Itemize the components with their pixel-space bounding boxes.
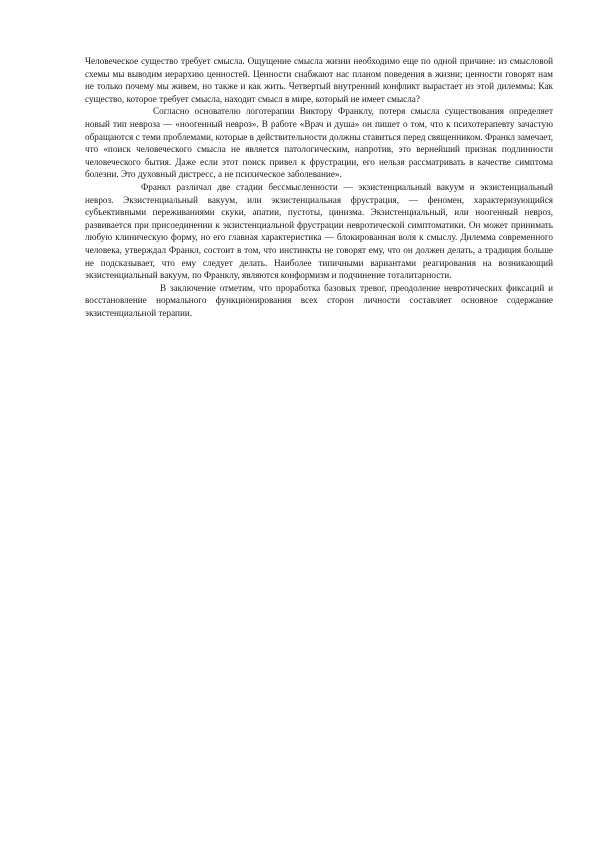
document-page (85, 55, 553, 319)
paragraph-existential-vacuum: Франкл различал две стадии бессмысленности — экзистенциальный вакуум и экзистенциальный невроз. Экзистенциальный вакуум, или экзистенциальная фрустрация, — феномен, характеризующийся субъективными переживаниями скуки, апатии, пустоты, цинизма. Экзистенциальный, или ноогенный невроз, развивается при присоединении к экзистенциальной фрустрации невротической симптоматики. Он может принимать любую клиническую форму, но его главная характеристика — блокированная воля к смыслу. Дилемма современного человека, утверждал Франкл, состоит в том, что инстинкты не говорят ему, что он должен делать, а традиция больше не подсказывает, что ему следует делать. Наиболее типичными вариантами реагирования на возникающий экзистенциальный вакуум, по Франклу, являются конформизм и подчинение тоталитарности. (85, 181, 553, 281)
paragraph-conclusion: В заключение отметим, что проработка базовых тревог, преодоление невротических фиксаций и восстановление нормального функционирования всех сторон личности составляет основное содержание экзистенциальной терапии. (85, 282, 553, 318)
paragraph-noogenic-neurosis: Согласно основателю логотерапии Виктору Франклу, потеря смысла существования определяет новый тип невроза — «ноогенный невроз». В работе «Врач и душа» он пишет о том, что к психотерапевту зачастую обращаются с теми проблемами, которые в действительности должны ставиться перед священником. Франкл замечает, что «поиск человеческого смысла не является патологическим, напротив, это вернейший признак подлинности человеческого бытия. Даже если этот поиск привел к фрустрации, его нельзя рассматривать в качестве симптома болезни. Это духовный дистресс, а не психическое заболевание». (85, 106, 553, 180)
paragraph-meaning-hierarchy: Человеческое существо требует смысла. Ощущение смысла жизни необходимо еще по одной причине: из смысловой схемы мы выводим иерархию ценностей. Ценности снабжают нас планом поведения в жизни; ценности говорят нам не только почему мы живем, но также и как жить. Четвертый внутренний конфликт вырастает из этой дилеммы: Как существо, которое требует смысла, находит смысл в мире, который не имеет смысла? (85, 56, 553, 104)
